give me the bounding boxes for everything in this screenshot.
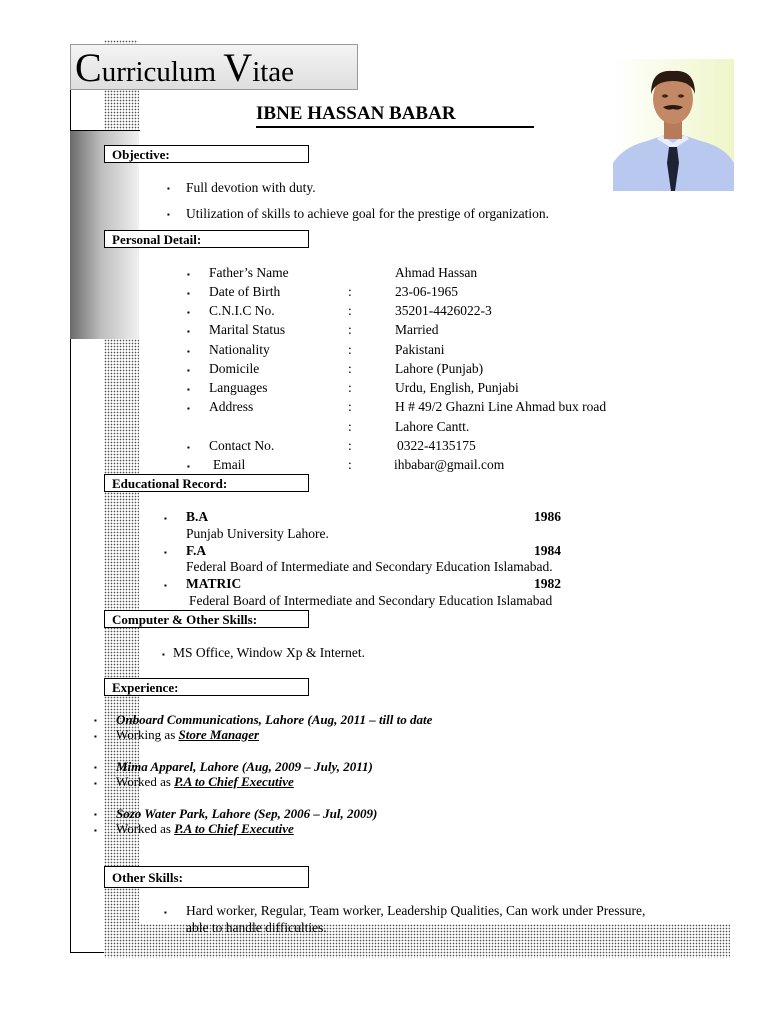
experience-prefix: Worked as: [116, 774, 175, 789]
other-skills-line-2: able to handle difficulties.: [186, 920, 327, 935]
bullet-icon: ▪: [164, 581, 167, 590]
bullet-icon: ▪: [187, 270, 190, 279]
bottom-rule: [70, 952, 104, 953]
education-year: 1986: [534, 509, 561, 524]
detail-separator: :: [348, 438, 352, 453]
experience-company: Onboard Communications, Lahore (Aug, 2011 – till to date: [116, 712, 433, 727]
detail-value-email: ihbabar@gmail.com: [394, 457, 505, 472]
bullet-icon: ▪: [162, 650, 165, 659]
education-year: 1982: [534, 576, 561, 591]
education-degree: B.A: [186, 509, 209, 524]
bullet-icon: ▪: [164, 514, 167, 523]
name-underline: [256, 126, 534, 128]
section-educational-record: Educational Record:: [104, 474, 309, 492]
bullet-icon: ▪: [187, 443, 190, 452]
education-institute: Federal Board of Intermediate and Secondary Education Islamabad: [189, 593, 553, 608]
detail-label-languages: Languages: [209, 380, 268, 395]
education-degree: F.A: [186, 543, 207, 558]
experience-role-line: [116, 727, 259, 743]
bullet-icon: ▪: [187, 462, 190, 471]
education-institute: Federal Board of Intermediate and Secondary Education Islamabad.: [186, 559, 553, 574]
detail-value-marital: Married: [395, 322, 439, 337]
education-institute: Punjab University Lahore.: [186, 526, 329, 541]
bullet-icon: ▪: [187, 385, 190, 394]
detail-label-father-name: Father’s Name: [209, 265, 289, 280]
bullet-icon: ▪: [94, 779, 97, 788]
detail-value-address: H # 49/2 Ghazni Line Ahmad bux road: [395, 399, 607, 414]
left-border-lower: [70, 339, 71, 953]
section-personal-detail: Personal Detail:: [104, 230, 309, 248]
detail-value-contact: 0322-4135175: [397, 438, 476, 453]
section-objective: Objective:: [104, 145, 309, 163]
detail-label-cnic: C.N.I.C No.: [209, 303, 275, 318]
bullet-icon: ▪: [187, 347, 190, 356]
section-experience: Experience:: [104, 678, 309, 696]
profile-photo: [613, 59, 734, 191]
detail-value-cnic: 35201-4426022-3: [395, 303, 492, 318]
left-border-upper: [70, 90, 71, 131]
detail-label-domicile: Domicile: [209, 361, 260, 376]
education-year: 1984: [534, 543, 561, 558]
bullet-icon: ▪: [94, 716, 97, 725]
experience-role: Store Manager: [178, 727, 260, 742]
detail-value-address-line2: Lahore Cantt.: [395, 419, 470, 434]
cv-title: [70, 44, 358, 90]
bullet-icon: ▪: [94, 732, 97, 741]
detail-separator: :: [348, 380, 352, 395]
experience-prefix: Working as: [116, 727, 179, 742]
bullet-icon: ▪: [94, 826, 97, 835]
computer-skills-text: MS Office, Window Xp & Internet.: [173, 645, 366, 660]
bullet-icon: ▪: [187, 404, 190, 413]
experience-role: P.A to Chief Executive: [174, 774, 294, 789]
detail-label-nationality: Nationality: [209, 342, 270, 357]
objective-item: Full devotion with duty.: [186, 180, 316, 195]
detail-separator: :: [348, 419, 352, 434]
detail-separator: :: [348, 361, 352, 376]
bullet-icon: ▪: [94, 810, 97, 819]
detail-separator: :: [348, 342, 352, 357]
bullet-icon: ▪: [187, 366, 190, 375]
title-letter-v: V: [223, 45, 253, 90]
detail-label-marital: Marital Status: [209, 322, 286, 337]
detail-separator: :: [348, 457, 352, 472]
detail-separator: :: [348, 303, 352, 318]
detail-value-father-name: Ahmad Hassan: [395, 265, 478, 280]
section-other-skills: Other Skills:: [104, 866, 309, 888]
bullet-icon: ▪: [167, 210, 170, 219]
bullet-icon: ▪: [167, 184, 170, 193]
bullet-icon: ▪: [187, 308, 190, 317]
candidate-name: IBNE HASSAN BABAR: [256, 103, 456, 124]
section-computer-skills: Computer & Other Skills:: [104, 610, 309, 628]
bullet-icon: ▪: [164, 548, 167, 557]
bullet-icon: ▪: [187, 289, 190, 298]
detail-separator: :: [348, 284, 352, 299]
detail-label-dob: Date of Birth: [209, 284, 281, 299]
detail-value-domicile: Lahore (Punjab): [395, 361, 484, 376]
experience-role-line: [116, 821, 294, 837]
detail-label-email: Email: [213, 457, 246, 472]
detail-value-nationality: Pakistani: [395, 342, 445, 357]
bullet-icon: ▪: [94, 763, 97, 772]
top-rule: [70, 130, 140, 131]
title-letter-c: C: [75, 45, 102, 90]
title-part-2: itae: [252, 56, 295, 88]
objective-item: Utilization of skills to achieve goal for the prestige of organization.: [186, 206, 550, 221]
experience-company: Mima Apparel, Lahore (Aug, 2009 – July, 2011): [116, 759, 373, 774]
title-part-1: urriculum: [101, 56, 224, 88]
detail-value-dob: 23-06-1965: [395, 284, 458, 299]
experience-role-line: [116, 774, 294, 790]
detail-value-languages: Urdu, English, Punjabi: [395, 380, 519, 395]
experience-role: P.A to Chief Executive: [174, 821, 294, 836]
experience-company: Sozo Water Park, Lahore (Sep, 2006 – Jul, 2009): [116, 806, 378, 821]
detail-label-address: Address: [209, 399, 254, 414]
detail-label-contact: Contact No.: [209, 438, 275, 453]
detail-separator: :: [348, 399, 352, 414]
bullet-icon: ▪: [187, 327, 190, 336]
other-skills-line-1: Hard worker, Regular, Team worker, Leadership Qualities, Can work under Pressure,: [186, 903, 646, 918]
education-degree: MATRIC: [186, 576, 242, 591]
detail-separator: :: [348, 322, 352, 337]
experience-prefix: Worked as: [116, 821, 175, 836]
bullet-icon: ▪: [164, 908, 167, 917]
